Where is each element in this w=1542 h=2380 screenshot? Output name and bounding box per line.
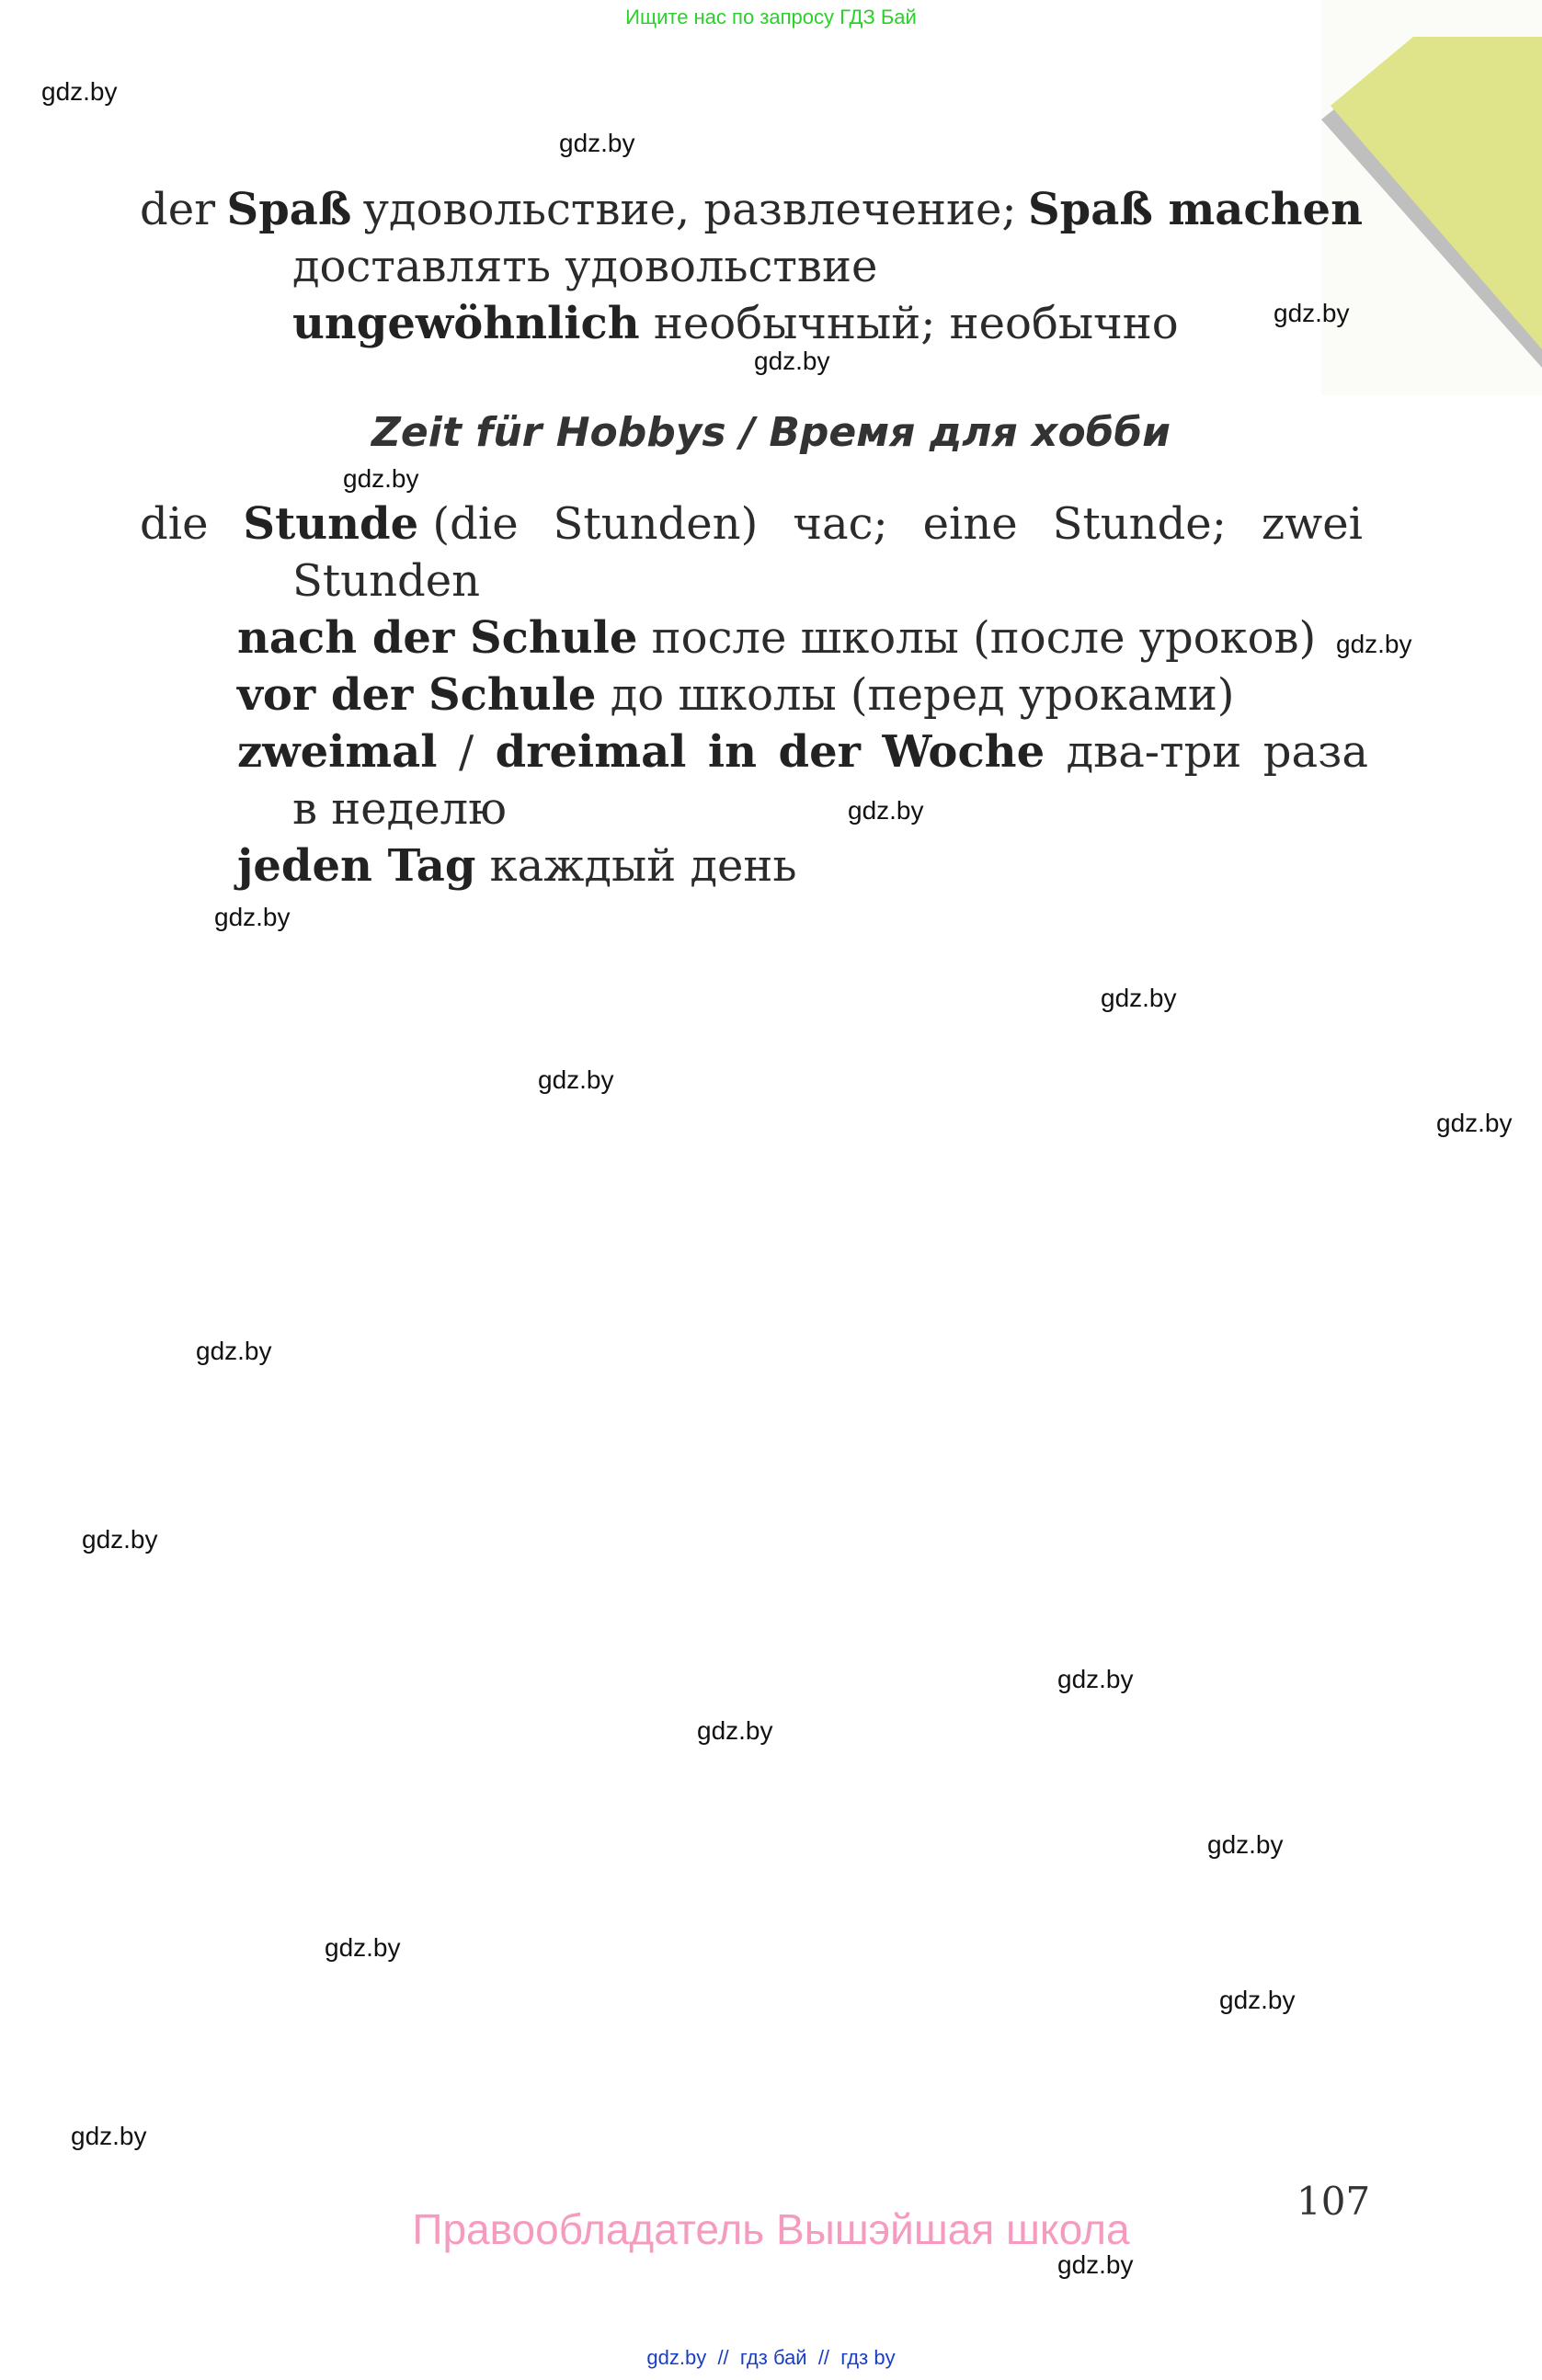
watermark: gdz.by bbox=[343, 464, 419, 493]
phrase-translation: доставлять удовольствие bbox=[292, 241, 878, 292]
phrase-continuation: в неделю bbox=[292, 783, 507, 835]
phrase-nach-der-schule bbox=[237, 612, 1316, 664]
stunde-continuation: Stunden bbox=[292, 555, 481, 607]
separator: / bbox=[458, 726, 474, 778]
watermark: gdz.by bbox=[1436, 1109, 1513, 1137]
word: zwei bbox=[1261, 498, 1363, 550]
watermark: gdz.by bbox=[1057, 2250, 1134, 2279]
watermark: gdz.by bbox=[82, 1525, 158, 1554]
watermark: gdz.by bbox=[538, 1065, 614, 1094]
phrase-ru: до школы (перед уроками) bbox=[610, 669, 1235, 721]
phrase-de: in bbox=[707, 726, 758, 778]
phrase-jeden-tag bbox=[237, 840, 797, 892]
headword: ungewöhnlich bbox=[292, 298, 640, 349]
watermark: gdz.by bbox=[697, 1716, 773, 1745]
phrase-ru: два-три bbox=[1066, 726, 1242, 778]
page-number: 107 bbox=[1296, 2179, 1371, 2224]
watermark: gdz.by bbox=[1219, 1986, 1296, 2014]
watermark: gdz.by bbox=[1057, 1665, 1134, 1693]
phrase: Spaß machen bbox=[1028, 184, 1363, 235]
phrase-zweimal bbox=[237, 726, 1368, 778]
watermark: gdz.by bbox=[196, 1337, 272, 1365]
entry-ungewoehnlich bbox=[292, 298, 1179, 349]
word: eine bbox=[922, 498, 1018, 550]
top-banner: Ищите нас по запросу ГДЗ Бай bbox=[625, 6, 917, 28]
watermark: gdz.by bbox=[1336, 630, 1412, 658]
translation: необычный; необычно bbox=[653, 298, 1179, 349]
word: час; bbox=[793, 498, 888, 550]
phrase-de: der bbox=[778, 726, 861, 778]
watermark: gdz.by bbox=[1207, 1830, 1284, 1859]
phrase-vor-der-schule bbox=[237, 669, 1235, 721]
phrase-de: dreimal bbox=[495, 726, 687, 778]
phrase-ru: каждый день bbox=[489, 840, 797, 892]
entry-stunde bbox=[140, 498, 1363, 550]
article: der bbox=[140, 184, 216, 235]
phrase-de: zweimal bbox=[237, 726, 438, 778]
watermark: gdz.by bbox=[1274, 299, 1350, 327]
watermark: gdz.by bbox=[41, 77, 118, 106]
watermark: gdz.by bbox=[848, 796, 924, 825]
article: die bbox=[140, 498, 209, 550]
watermark: gdz.by bbox=[754, 347, 830, 375]
phrase-ru: после школы (после уроков) bbox=[651, 612, 1317, 664]
phrase-de: nach der Schule bbox=[237, 612, 638, 664]
translation: удовольствие, развлечение; bbox=[362, 184, 1017, 235]
watermark: gdz.by bbox=[325, 1933, 401, 1962]
section-title: Zeit für Hobbys / Время для хобби bbox=[371, 409, 1171, 456]
word: Stunde; bbox=[1052, 498, 1227, 550]
footer-links[interactable]: gdz.by // гдз бай // гдз by bbox=[646, 2346, 896, 2369]
phrase-ru: раза bbox=[1262, 726, 1368, 778]
copyright-notice: Правообладатель Вышэйшая школа bbox=[412, 2205, 1130, 2253]
phrase-de: vor der Schule bbox=[237, 669, 597, 721]
word: Stunden) bbox=[553, 498, 759, 550]
entry-spass bbox=[140, 184, 1363, 235]
watermark: gdz.by bbox=[214, 903, 291, 931]
watermark: gdz.by bbox=[559, 129, 635, 157]
watermark: gdz.by bbox=[1101, 984, 1177, 1012]
phrase-de: jeden Tag bbox=[237, 840, 476, 892]
headword: Stunde bbox=[243, 498, 419, 550]
open-paren: ( bbox=[432, 498, 451, 550]
watermark: gdz.by bbox=[71, 2122, 147, 2150]
headword-group bbox=[243, 498, 518, 550]
headword: Spaß bbox=[226, 184, 352, 235]
plural-article: die bbox=[450, 498, 519, 550]
phrase-de: Woche bbox=[882, 726, 1045, 778]
